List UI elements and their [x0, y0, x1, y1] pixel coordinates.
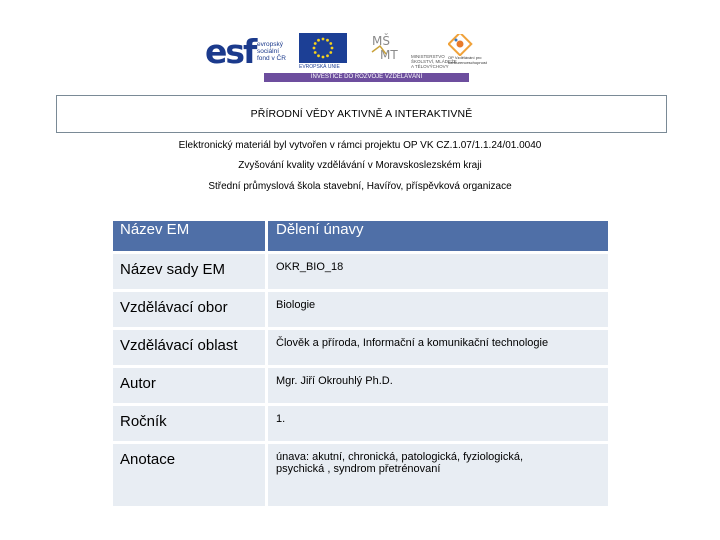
row-value: OKR_BIO_18 [268, 254, 608, 289]
table-row [113, 368, 608, 403]
row-label: Vzdělávací obor [113, 292, 268, 327]
table-row [113, 330, 608, 365]
esf-logo-line: evropský [257, 41, 284, 48]
row-label: Ročník [113, 406, 268, 441]
msmt-caption: MINISTERSTVO ŠKOLSTVÍ, MLÁDEŽE A TĚLOVÝCHOVY [411, 54, 457, 69]
esf-logo-line: fond v ČR [257, 55, 286, 62]
logo-bar [203, 30, 495, 86]
row-value-line: únava: akutní, chronická, patologická, fyziologická, [276, 451, 524, 463]
msmt-logo-icon [370, 32, 410, 62]
row-label: Název sady EM [113, 254, 268, 289]
project-region-line: Zvyšování kvality vzdělávání v Moravskoslezském kraji [238, 160, 482, 171]
project-info-line: Elektronický materiál byl vytvořen v rámci projektu OP VK CZ.1.07/1.1.24/01.0040 [178, 140, 542, 151]
op-caption: OP Vzdělávání pro konkurenceschopnost [448, 55, 487, 65]
metadata-table [113, 218, 608, 509]
row-label: Anotace [113, 444, 268, 506]
table-row [113, 444, 608, 506]
header-value: Dělení únavy [268, 221, 608, 251]
row-value: 1. [268, 406, 608, 441]
esf-logo-letters: esf [205, 32, 256, 71]
msmt-logo-letters-bottom: MT [380, 48, 398, 62]
table-row [113, 406, 608, 441]
row-label: Vzdělávací oblast [113, 330, 268, 365]
msmt-logo-letters-top: MŠ [372, 34, 390, 48]
eu-caption: EVROPSKÁ UNIE [299, 64, 340, 70]
header-label: Název EM [113, 221, 268, 251]
row-label: Autor [113, 368, 268, 403]
table-header-row [113, 221, 608, 251]
esf-logo-text [257, 41, 295, 62]
row-value [268, 444, 608, 506]
table-row [113, 292, 608, 327]
investment-banner: INVESTICE DO ROZVOJE VZDĚLÁVÁNÍ [264, 73, 469, 82]
page-title: PŘÍRODNÍ VĚDY AKTIVNĚ A INTERAKTIVNĚ [56, 95, 667, 133]
eu-flag-icon [299, 33, 347, 63]
row-value: Člověk a příroda, Informační a komunikační technologie [268, 330, 608, 365]
table-row [113, 254, 608, 289]
school-line: Střední průmyslová škola stavební, Havířov, příspěvková organizace [208, 181, 512, 192]
row-value-line: psychická , syndrom přetrénovaní [276, 463, 441, 475]
esf-logo-line: sociální [257, 48, 280, 55]
row-value: Mgr. Jiří Okrouhlý Ph.D. [268, 368, 608, 403]
esf-logo [203, 33, 295, 71]
row-value: Biologie [268, 292, 608, 327]
